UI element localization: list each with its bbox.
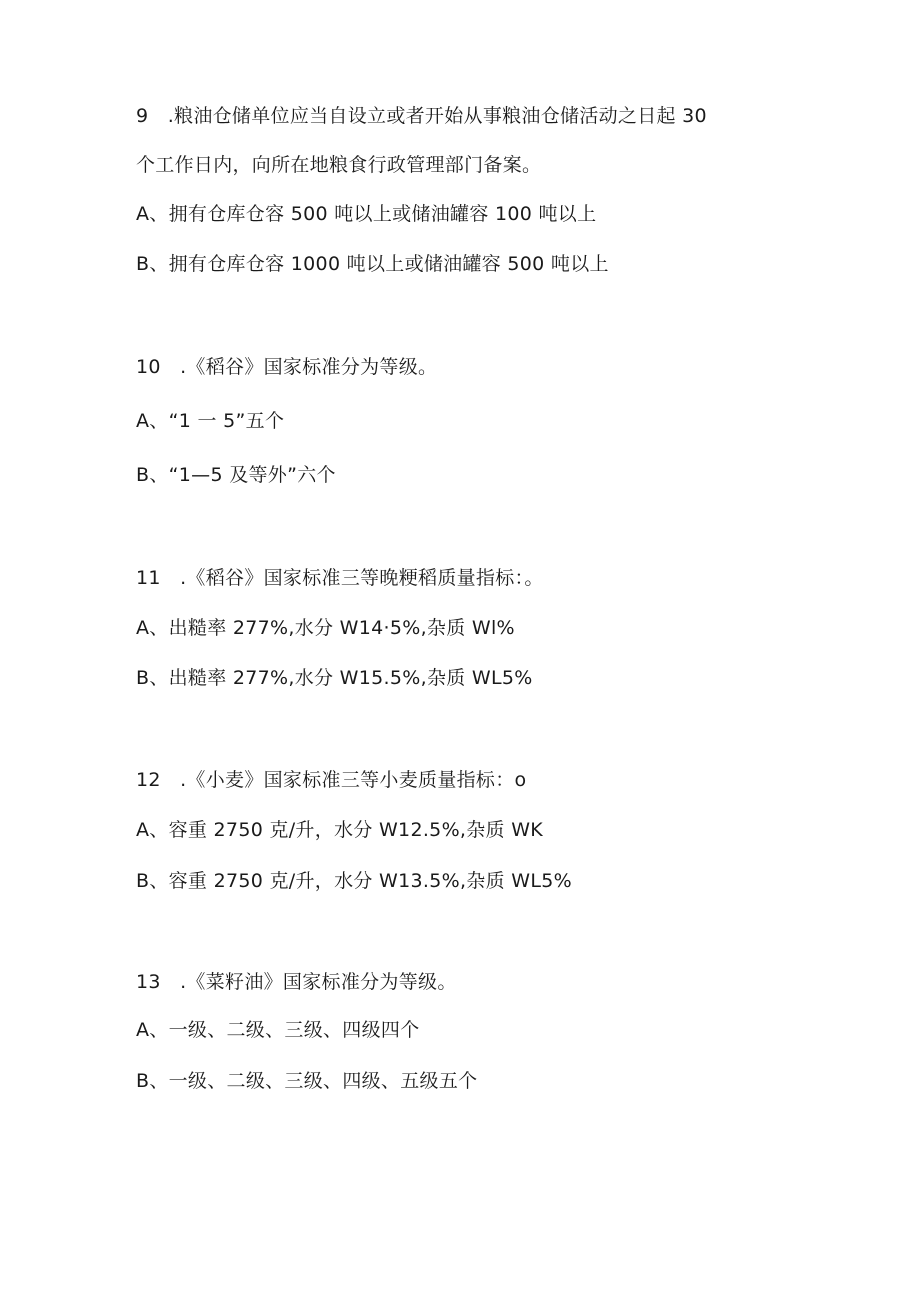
question-9-option-b: B、拥有仓库仓容 1000 吨以上或储油罐容 500 吨以上	[136, 253, 609, 275]
question-13-stem: 13 .《菜籽油》国家标准分为等级。	[136, 971, 457, 993]
question-12-stem: 12 .《小麦》国家标准三等小麦质量指标：o	[136, 769, 527, 791]
question-9-stem-line-2: 个工作日内，向所在地粮食行政管理部门备案。	[136, 154, 542, 176]
question-12-option-b: B、容重 2750 克/升，水分 W13.5%,杂质 WL5%	[136, 870, 572, 892]
question-9-option-a: A、拥有仓库仓容 500 吨以上或储油罐容 100 吨以上	[136, 203, 597, 225]
question-11-option-b: B、出糙率 277%,水分 W15.5%,杂质 WL5%	[136, 667, 533, 689]
question-11-option-a: A、出糙率 277%,水分 W14·5%,杂质 Wl%	[136, 617, 515, 639]
question-10-option-b: B、“1—5 及等外”六个	[136, 464, 336, 486]
question-13-option-b: B、一级、二级、三级、四级、五级五个	[136, 1070, 478, 1092]
question-13-option-a: A、一级、二级、三级、四级四个	[136, 1019, 420, 1041]
question-9-stem-line-1: 9 .粮油仓储单位应当自设立或者开始从事粮油仓储活动之日起 30	[136, 105, 707, 127]
question-12-option-a: A、容重 2750 克/升，水分 W12.5%,杂质 WK	[136, 819, 544, 841]
question-10-option-a: A、“1 一 5”五个	[136, 410, 285, 432]
question-11-stem: 11 .《稻谷》国家标准三等晚粳稻质量指标：。	[136, 567, 544, 589]
question-10-stem: 10 .《稻谷》国家标准分为等级。	[136, 356, 438, 378]
